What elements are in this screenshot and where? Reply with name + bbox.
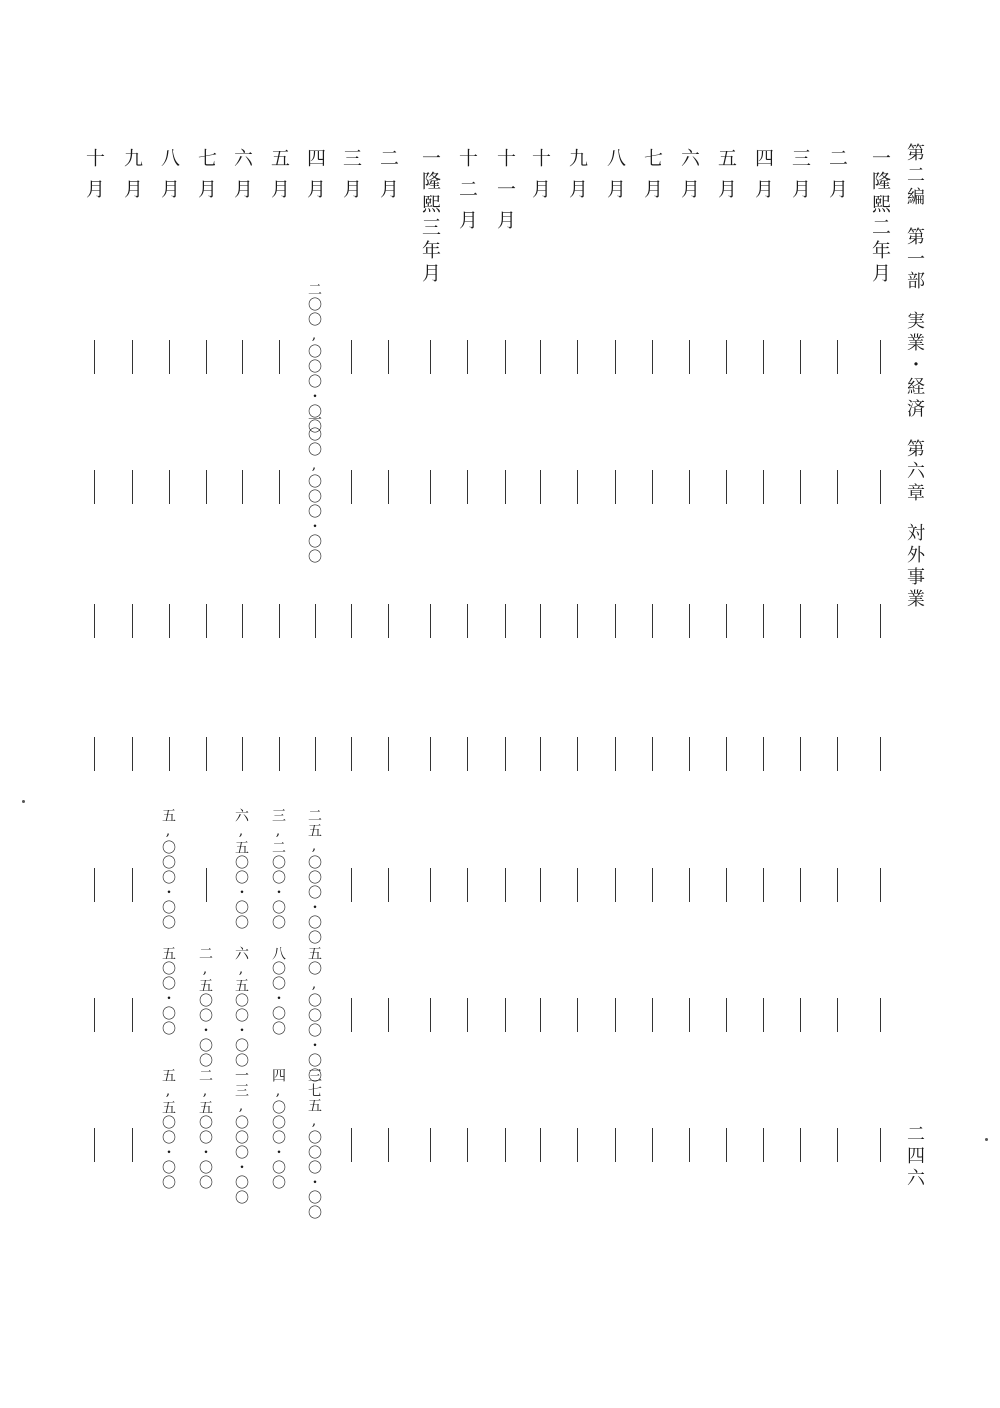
empty-cell-dash xyxy=(726,998,727,1032)
empty-cell-dash xyxy=(351,1128,352,1162)
month-label: 十月 xyxy=(529,148,551,210)
amount-cell: 二〇〇,〇〇〇・〇〇 xyxy=(306,282,322,434)
empty-cell-dash xyxy=(577,737,578,771)
empty-cell-dash xyxy=(467,998,468,1032)
empty-cell-dash xyxy=(430,868,431,902)
month-label: 三月 xyxy=(789,148,811,210)
month-label: 四月 xyxy=(304,148,326,210)
empty-cell-dash xyxy=(242,737,243,771)
empty-cell-dash xyxy=(726,1128,727,1162)
empty-cell-dash xyxy=(615,1128,616,1162)
empty-cell-dash xyxy=(763,998,764,1032)
amount-cell: 一三,〇〇〇・〇〇 xyxy=(233,1068,249,1205)
empty-cell-dash xyxy=(540,1128,541,1162)
header-chapter: 第六章 xyxy=(904,439,925,505)
empty-cell-dash xyxy=(279,604,280,638)
empty-cell-dash xyxy=(388,1128,389,1162)
empty-cell-dash xyxy=(615,340,616,374)
month-label: 二月 xyxy=(377,148,399,210)
empty-cell-dash xyxy=(94,737,95,771)
month-label: 三月 xyxy=(340,148,362,210)
month-label: 六月 xyxy=(231,148,253,210)
empty-cell-dash xyxy=(169,470,170,504)
empty-cell-dash xyxy=(689,1128,690,1162)
empty-cell-dash xyxy=(837,737,838,771)
empty-cell-dash xyxy=(540,868,541,902)
empty-cell-dash xyxy=(652,998,653,1032)
empty-cell-dash xyxy=(132,998,133,1032)
empty-cell-dash xyxy=(242,340,243,374)
empty-cell-dash xyxy=(505,1128,506,1162)
empty-cell-dash xyxy=(577,1128,578,1162)
empty-cell-dash xyxy=(279,340,280,374)
empty-cell-dash xyxy=(800,737,801,771)
empty-cell-dash xyxy=(467,470,468,504)
empty-cell-dash xyxy=(505,604,506,638)
empty-cell-dash xyxy=(388,868,389,902)
empty-cell-dash xyxy=(132,868,133,902)
empty-cell-dash xyxy=(837,1128,838,1162)
empty-cell-dash xyxy=(132,340,133,374)
empty-cell-dash xyxy=(800,604,801,638)
empty-cell-dash xyxy=(726,340,727,374)
empty-cell-dash xyxy=(615,737,616,771)
empty-cell-dash xyxy=(351,340,352,374)
empty-cell-dash xyxy=(94,1128,95,1162)
empty-cell-dash xyxy=(726,604,727,638)
empty-cell-dash xyxy=(169,340,170,374)
empty-cell-dash xyxy=(689,340,690,374)
empty-cell-dash xyxy=(837,340,838,374)
header-chapter-title: 対外事業 xyxy=(904,523,925,611)
empty-cell-dash xyxy=(615,604,616,638)
empty-cell-dash xyxy=(351,470,352,504)
empty-cell-dash xyxy=(505,470,506,504)
page-number: 二四六 xyxy=(904,1124,925,1190)
empty-cell-dash xyxy=(206,737,207,771)
empty-cell-dash xyxy=(689,737,690,771)
empty-cell-dash xyxy=(351,868,352,902)
amount-cell: 二五,〇〇〇・〇〇 xyxy=(306,808,322,945)
empty-cell-dash xyxy=(880,1128,881,1162)
month-label: 十二月 xyxy=(456,148,478,241)
amount-cell: 二,五〇〇・〇〇 xyxy=(197,1068,213,1190)
header-section: 第一部 xyxy=(904,227,925,293)
empty-cell-dash xyxy=(132,1128,133,1162)
month-label: 六月 xyxy=(678,148,700,210)
empty-cell-dash xyxy=(351,604,352,638)
empty-cell-dash xyxy=(577,868,578,902)
empty-cell-dash xyxy=(540,470,541,504)
amount-cell: 六,五〇〇・〇〇 xyxy=(233,946,249,1068)
empty-cell-dash xyxy=(763,470,764,504)
empty-cell-dash xyxy=(763,737,764,771)
empty-cell-dash xyxy=(800,998,801,1032)
running-header xyxy=(905,143,923,611)
empty-cell-dash xyxy=(94,470,95,504)
empty-cell-dash xyxy=(652,340,653,374)
empty-cell-dash xyxy=(800,340,801,374)
empty-cell-dash xyxy=(540,340,541,374)
empty-cell-dash xyxy=(430,340,431,374)
empty-cell-dash xyxy=(94,998,95,1032)
empty-cell-dash xyxy=(388,737,389,771)
empty-cell-dash xyxy=(388,340,389,374)
empty-cell-dash xyxy=(169,737,170,771)
amount-cell: 一〇〇,〇〇〇・〇〇 xyxy=(306,412,322,564)
amount-cell: 三七五,〇〇〇・〇〇 xyxy=(306,1068,322,1220)
month-label: 五月 xyxy=(268,148,290,210)
empty-cell-dash xyxy=(800,868,801,902)
empty-cell-dash xyxy=(652,737,653,771)
empty-cell-dash xyxy=(388,470,389,504)
empty-cell-dash xyxy=(351,737,352,771)
empty-cell-dash xyxy=(467,604,468,638)
month-label: 十一月 xyxy=(494,148,516,241)
empty-cell-dash xyxy=(505,737,506,771)
empty-cell-dash xyxy=(315,604,316,638)
empty-cell-dash xyxy=(837,604,838,638)
empty-cell-dash xyxy=(505,868,506,902)
scan-speck xyxy=(22,800,25,803)
empty-cell-dash xyxy=(467,737,468,771)
empty-cell-dash xyxy=(615,998,616,1032)
empty-cell-dash xyxy=(505,340,506,374)
empty-cell-dash xyxy=(837,470,838,504)
empty-cell-dash xyxy=(763,604,764,638)
empty-cell-dash xyxy=(726,470,727,504)
empty-cell-dash xyxy=(132,470,133,504)
empty-cell-dash xyxy=(880,470,881,504)
empty-cell-dash xyxy=(279,737,280,771)
empty-cell-dash xyxy=(652,1128,653,1162)
amount-cell: 四,〇〇〇・〇〇 xyxy=(270,1068,286,1190)
empty-cell-dash xyxy=(880,340,881,374)
empty-cell-dash xyxy=(577,470,578,504)
amount-cell: 五,五〇〇・〇〇 xyxy=(160,1068,176,1190)
empty-cell-dash xyxy=(540,737,541,771)
empty-cell-dash xyxy=(94,340,95,374)
empty-cell-dash xyxy=(763,340,764,374)
amount-cell: 六,五〇〇・〇〇 xyxy=(233,808,249,930)
empty-cell-dash xyxy=(388,998,389,1032)
month-label: 二月 xyxy=(826,148,848,210)
empty-cell-dash xyxy=(800,1128,801,1162)
header-part: 第二編 xyxy=(904,143,925,209)
empty-cell-dash xyxy=(467,1128,468,1162)
empty-cell-dash xyxy=(652,868,653,902)
empty-cell-dash xyxy=(652,604,653,638)
empty-cell-dash xyxy=(837,998,838,1032)
empty-cell-dash xyxy=(689,470,690,504)
empty-cell-dash xyxy=(206,470,207,504)
month-label: 九月 xyxy=(566,148,588,210)
month-label: 四月 xyxy=(752,148,774,210)
empty-cell-dash xyxy=(689,604,690,638)
month-label: 七月 xyxy=(195,148,217,210)
empty-cell-dash xyxy=(880,604,881,638)
empty-cell-dash xyxy=(388,604,389,638)
empty-cell-dash xyxy=(689,868,690,902)
empty-cell-dash xyxy=(132,737,133,771)
amount-cell: 五〇〇・〇〇 xyxy=(160,946,176,1036)
empty-cell-dash xyxy=(467,340,468,374)
empty-cell-dash xyxy=(430,604,431,638)
empty-cell-dash xyxy=(206,868,207,902)
empty-cell-dash xyxy=(430,470,431,504)
empty-cell-dash xyxy=(351,998,352,1032)
amount-cell: 二,五〇〇・〇〇 xyxy=(197,946,213,1068)
empty-cell-dash xyxy=(837,868,838,902)
empty-cell-dash xyxy=(763,868,764,902)
empty-cell-dash xyxy=(94,604,95,638)
empty-cell-dash xyxy=(315,737,316,771)
empty-cell-dash xyxy=(540,604,541,638)
empty-cell-dash xyxy=(726,737,727,771)
empty-cell-dash xyxy=(880,868,881,902)
empty-cell-dash xyxy=(615,868,616,902)
month-label: 十月 xyxy=(83,148,105,210)
empty-cell-dash xyxy=(206,604,207,638)
empty-cell-dash xyxy=(242,604,243,638)
month-label: 一隆熙二年月 xyxy=(869,148,891,286)
amount-cell: 八〇〇・〇〇 xyxy=(270,946,286,1036)
empty-cell-dash xyxy=(577,340,578,374)
amount-cell: 五〇,〇〇〇・〇〇 xyxy=(306,946,322,1083)
month-label: 一隆熙三年月 xyxy=(419,148,441,286)
empty-cell-dash xyxy=(430,1128,431,1162)
empty-cell-dash xyxy=(430,998,431,1032)
empty-cell-dash xyxy=(763,1128,764,1162)
scan-speck xyxy=(985,1138,988,1141)
empty-cell-dash xyxy=(430,737,431,771)
empty-cell-dash xyxy=(94,868,95,902)
amount-cell: 三,二〇〇・〇〇 xyxy=(270,808,286,930)
empty-cell-dash xyxy=(279,470,280,504)
month-label: 八月 xyxy=(158,148,180,210)
header-topic: 実業・経済 xyxy=(904,311,925,421)
empty-cell-dash xyxy=(615,470,616,504)
empty-cell-dash xyxy=(800,470,801,504)
empty-cell-dash xyxy=(467,868,468,902)
empty-cell-dash xyxy=(505,998,506,1032)
month-label: 五月 xyxy=(715,148,737,210)
amount-cell: 五,〇〇〇・〇〇 xyxy=(160,808,176,930)
empty-cell-dash xyxy=(132,604,133,638)
month-label: 七月 xyxy=(641,148,663,210)
empty-cell-dash xyxy=(689,998,690,1032)
month-label: 八月 xyxy=(604,148,626,210)
empty-cell-dash xyxy=(206,340,207,374)
empty-cell-dash xyxy=(726,868,727,902)
empty-cell-dash xyxy=(540,998,541,1032)
empty-cell-dash xyxy=(169,604,170,638)
empty-cell-dash xyxy=(242,470,243,504)
empty-cell-dash xyxy=(577,604,578,638)
empty-cell-dash xyxy=(880,737,881,771)
empty-cell-dash xyxy=(652,470,653,504)
empty-cell-dash xyxy=(577,998,578,1032)
month-label: 九月 xyxy=(121,148,143,210)
empty-cell-dash xyxy=(880,998,881,1032)
